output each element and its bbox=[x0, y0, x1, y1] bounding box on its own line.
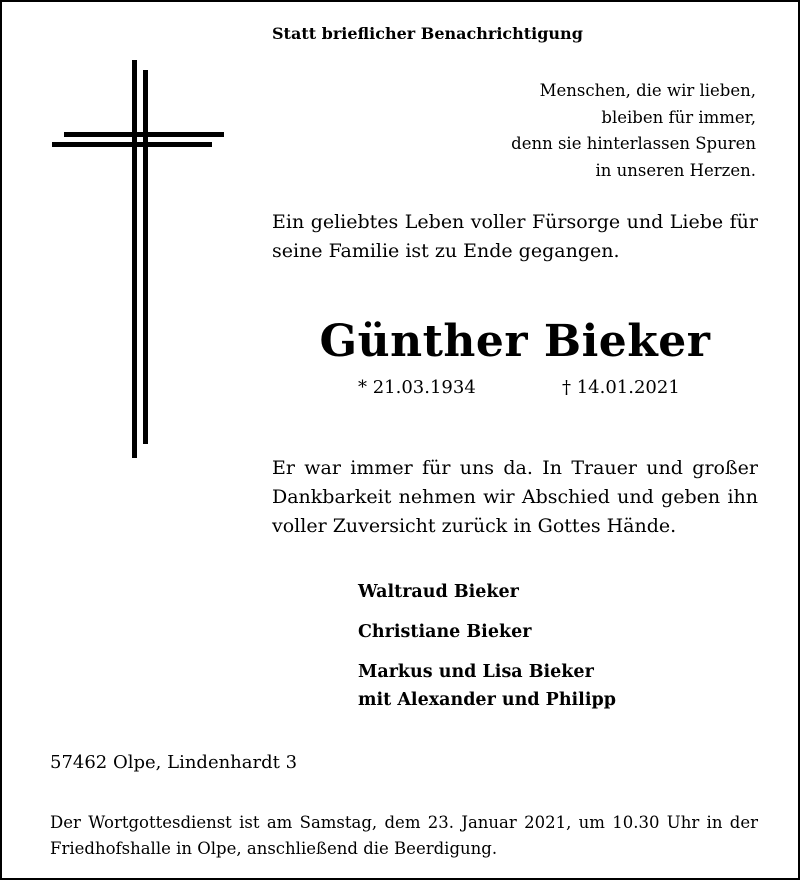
cross-vertical-right bbox=[143, 70, 148, 444]
death-date: † 14.01.2021 bbox=[562, 377, 680, 398]
deceased-name: Günther Bieker bbox=[319, 316, 711, 367]
mourner bbox=[358, 658, 616, 714]
family-address: 57462 Olpe, Lindenhardt 3 bbox=[50, 752, 298, 773]
notice-header: Statt brieflicher Benachrichtigung bbox=[272, 24, 583, 43]
cross-horizontal-top bbox=[64, 132, 224, 137]
closing-text: Er war immer für uns da. In Trauer und großer Dankbarkeit nehmen wir Abschied und geben ihn voller Zuversicht zurück in Gottes Hände. bbox=[272, 457, 758, 537]
poem bbox=[511, 78, 756, 184]
mourner bbox=[358, 578, 616, 606]
mourner bbox=[358, 618, 616, 646]
poem-line: denn sie hinterlassen Spuren bbox=[511, 134, 756, 153]
poem-line: bleiben für immer, bbox=[601, 107, 756, 127]
mourner-name: Markus und Lisa Bieker bbox=[358, 662, 594, 682]
mourners-list bbox=[358, 578, 616, 726]
intro-text: Ein geliebtes Leben voller Fürsorge und Liebe für seine Familie ist zu Ende gegangen. bbox=[272, 211, 758, 262]
poem-line: in unseren Herzen. bbox=[595, 160, 756, 180]
mourner-name: mit Alexander und Philipp bbox=[358, 690, 616, 710]
mourner-name: Christiane Bieker bbox=[358, 622, 532, 642]
cross-icon bbox=[48, 56, 228, 458]
mourner-name: Waltraud Bieker bbox=[358, 582, 519, 602]
birth-date: * 21.03.1934 bbox=[358, 377, 476, 398]
cross-vertical-left bbox=[132, 60, 137, 458]
service-info: Der Wortgottesdienst ist am Samstag, dem 23. Januar 2021, um 10.30 Uhr in der Friedhofshalle in Olpe, anschließend die Beerdigung. bbox=[50, 813, 758, 858]
cross-horizontal-bottom bbox=[52, 142, 212, 147]
poem-line: Menschen, die wir lieben, bbox=[539, 81, 756, 100]
